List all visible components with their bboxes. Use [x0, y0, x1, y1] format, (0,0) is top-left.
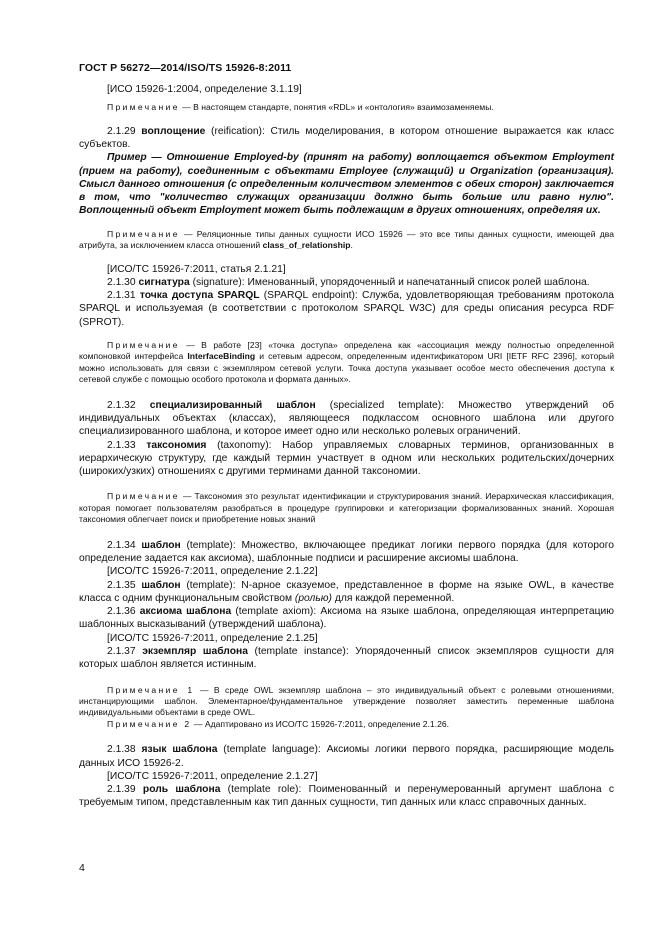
source-reference: [ИСО/ТС 15926-7:2011, определение 2.1.27] — [107, 770, 318, 782]
source-reference: [ИСО/ТС 15926-7:2011, определение 2.1.25] — [107, 632, 318, 644]
term-text: (template axiom): Аксиома на языке шаблона, определяющая интерпретацию шаблонных высказываний (утверждений шаблона). — [79, 606, 614, 631]
term-number: 2.1.35 — [107, 579, 142, 591]
term-name: шаблон — [141, 579, 181, 591]
note-text: — Таксономия это результат идентификации и структурирования знаний. Иерархическая классификация, которая помогает пользователям разобраться в процедуре группировки и категоризации формализованных знаний. Хорошая таксономия облегчает поиск и приобретение новых знаний — [79, 491, 614, 525]
note-tail: . — [350, 240, 353, 251]
term-name: язык шаблона — [141, 744, 218, 756]
term-number: 2.1.36 — [107, 606, 140, 618]
term-text: (template instance): Упорядоченный список экземпляров сущности для которых шаблон является истинным. — [79, 646, 614, 671]
note-label: Примечание 1 — [107, 684, 195, 695]
note-text: — Адаптировано из ИСО/ТС 15926-7:2011, определение 2.1.26. — [191, 718, 450, 729]
term-tail: для каждой переменной. — [331, 592, 455, 604]
term-text: (taxonomy): Набор управляемых словарных терминов, организованных в иерархическую структуру, где каждый термин участвует в одном или нескольких родительских/дочерних (широких/узких) отношениях с другими терминами данной таксономии. — [79, 439, 615, 478]
term-number: 2.1.39 — [107, 784, 143, 796]
term-definition-2-1-36 — [79, 605, 614, 632]
term-number: 2.1.37 — [107, 646, 143, 658]
term-name: точка доступа SPARQL — [139, 290, 260, 302]
term-text: (template): Множество, включающее предикат логики первого порядка (для которого определение задается как аксиома), шаблонные подписи и расширение аксиомы шаблона. — [79, 539, 614, 564]
term-definition-2-1-38 — [79, 743, 614, 770]
term-italic: (ролью) — [294, 592, 332, 604]
note-label: Примечание — [107, 340, 180, 351]
document-page — [79, 62, 614, 810]
term-name: экземпляр шаблона — [142, 646, 248, 658]
term-definition-2-1-34 — [79, 539, 614, 566]
term-definition-2-1-31 — [79, 289, 614, 329]
term-name: специализированный шаблон — [149, 399, 316, 411]
term-text: (SPARQL endpoint): Служба, удовлетворяющая требованиям протокола SPARQL и используемая (в соответствии с протоколом SPARQL W3C) для среды описания ресурса RDF (SPROT). — [79, 290, 614, 328]
term-text: (reification): Стиль моделирования, в котором отношение выражается как класс субъектов. — [79, 125, 614, 150]
note-tail: и сетевым адресом, определенным идентификатором URI [IETF RFC 2396], который можно использовать для связи с экземпляром сетевой услуги. Точка доступа указывает особое место обеспечения доступа к сетевой службе с помощью особого протокола и формата данных». — [79, 351, 614, 385]
term-name: роль шаблона — [142, 784, 221, 796]
term-text: (template role): Поименованный и перенумерованный аргумент шаблона с требуемым типом, представленным как тип данных сущности, тип данных или класс справочных данных. — [79, 784, 614, 809]
term-number: 2.1.34 — [107, 539, 142, 551]
note — [79, 685, 614, 719]
note — [79, 719, 614, 730]
example-paragraph: Пример — Отношение Employed-by (принят на работу) воплощается объектом Employment (прием на работу), соединенным с объектами Employee (служащий) и Organization (организация). Смысл данного отношения (с определенным количеством элементов с обеих сторон) заключается в том, что "количество служащих организации должно быть больше или равно нулю". Воплощенный объект Employment может быть подлежащим в других отношениях, определяя их. — [79, 152, 614, 217]
term-name: сигнатура — [138, 276, 190, 288]
note-label: Примечание — [107, 491, 180, 502]
term-name: аксиома шаблона — [139, 606, 232, 618]
note — [79, 229, 614, 252]
term-definition-2-1-29 — [79, 125, 614, 152]
note-label: Примечание — [107, 228, 180, 239]
term-definition-2-1-32 — [79, 399, 614, 439]
source-reference: [ИСО/ТС 15926-7:2011, определение 2.1.22] — [107, 566, 318, 578]
term-definition-2-1-30 — [79, 276, 614, 289]
source-reference: [ИСО 15926-1:2004, определение 3.1.19] — [107, 84, 302, 95]
note — [79, 340, 614, 386]
term-number: 2.1.33 — [107, 439, 147, 451]
term-number: 2.1.31 — [107, 290, 140, 302]
source-reference: [ИСО/ТС 15926-7:2011, статья 2.1.21] — [107, 263, 286, 275]
note-text: — В работе [23] «точка доступа» определена как «ассоциация между полностью определенной компоновкой интерфейса — [79, 340, 614, 362]
term-text: (specialized template): Множество утверждений об индивидуальных объектах (классах), являющееся подклассом основного шаблона или другого специализированного шаблона, и которое имеет одно или несколько ролевых ограничений. — [79, 399, 614, 438]
term-name: воплощение — [141, 125, 206, 137]
term-text: (template): N-арное сказуемое, представленное в форме на языке OWL, в качестве класса с одним функциональным свойством — [79, 579, 614, 604]
term-definition-2-1-35 — [79, 579, 614, 606]
term-number: 2.1.29 — [107, 125, 142, 137]
document-header: ГОСТ Р 56272—2014/ISO/TS 15926-8:2011 — [79, 62, 292, 74]
note-label: Примечание — [107, 102, 180, 113]
note-bold-term: class_of_relationship — [262, 240, 351, 251]
page-number: 4 — [79, 862, 85, 874]
term-definition-2-1-33 — [79, 439, 614, 479]
term-definition-2-1-39 — [79, 783, 614, 810]
term-number: 2.1.30 — [107, 276, 139, 288]
term-text: (signature): Именованный, упорядоченный и напечатанный список ролей шаблона. — [189, 276, 590, 288]
note-bold-term: InterfaceBinding — [187, 351, 256, 362]
term-definition-2-1-37 — [79, 645, 614, 672]
note-label: Примечание 2 — [107, 718, 192, 729]
term-text: (template language): Аксиомы логики первого порядка, расширяющие модель данных ИСО 15926-2. — [79, 744, 615, 769]
term-name: таксономия — [146, 439, 207, 451]
note-text: — Реляционные типы данных сущности ИСО 15926 — это все типы данных сущности, имеющей два атрибута, за исключением класса отношений — [79, 228, 614, 251]
term-number: 2.1.38 — [107, 744, 142, 756]
note-text: — В настоящем стандарте, понятия «RDL» и «онтология» взаимозаменяемы. — [179, 102, 494, 113]
note — [79, 102, 614, 113]
term-number: 2.1.32 — [107, 399, 150, 411]
note-text: — В среде OWL экземпляр шаблона – это индивидуальный объект с ролевыми отношениями, инстанцирующими шаблон. Элементарное/фундаментальное утверждение позволяет заместить переменные шаблона индивидуальными объектами в среде OWL. — [79, 684, 614, 718]
term-name: шаблон — [141, 539, 181, 551]
note — [79, 491, 614, 525]
